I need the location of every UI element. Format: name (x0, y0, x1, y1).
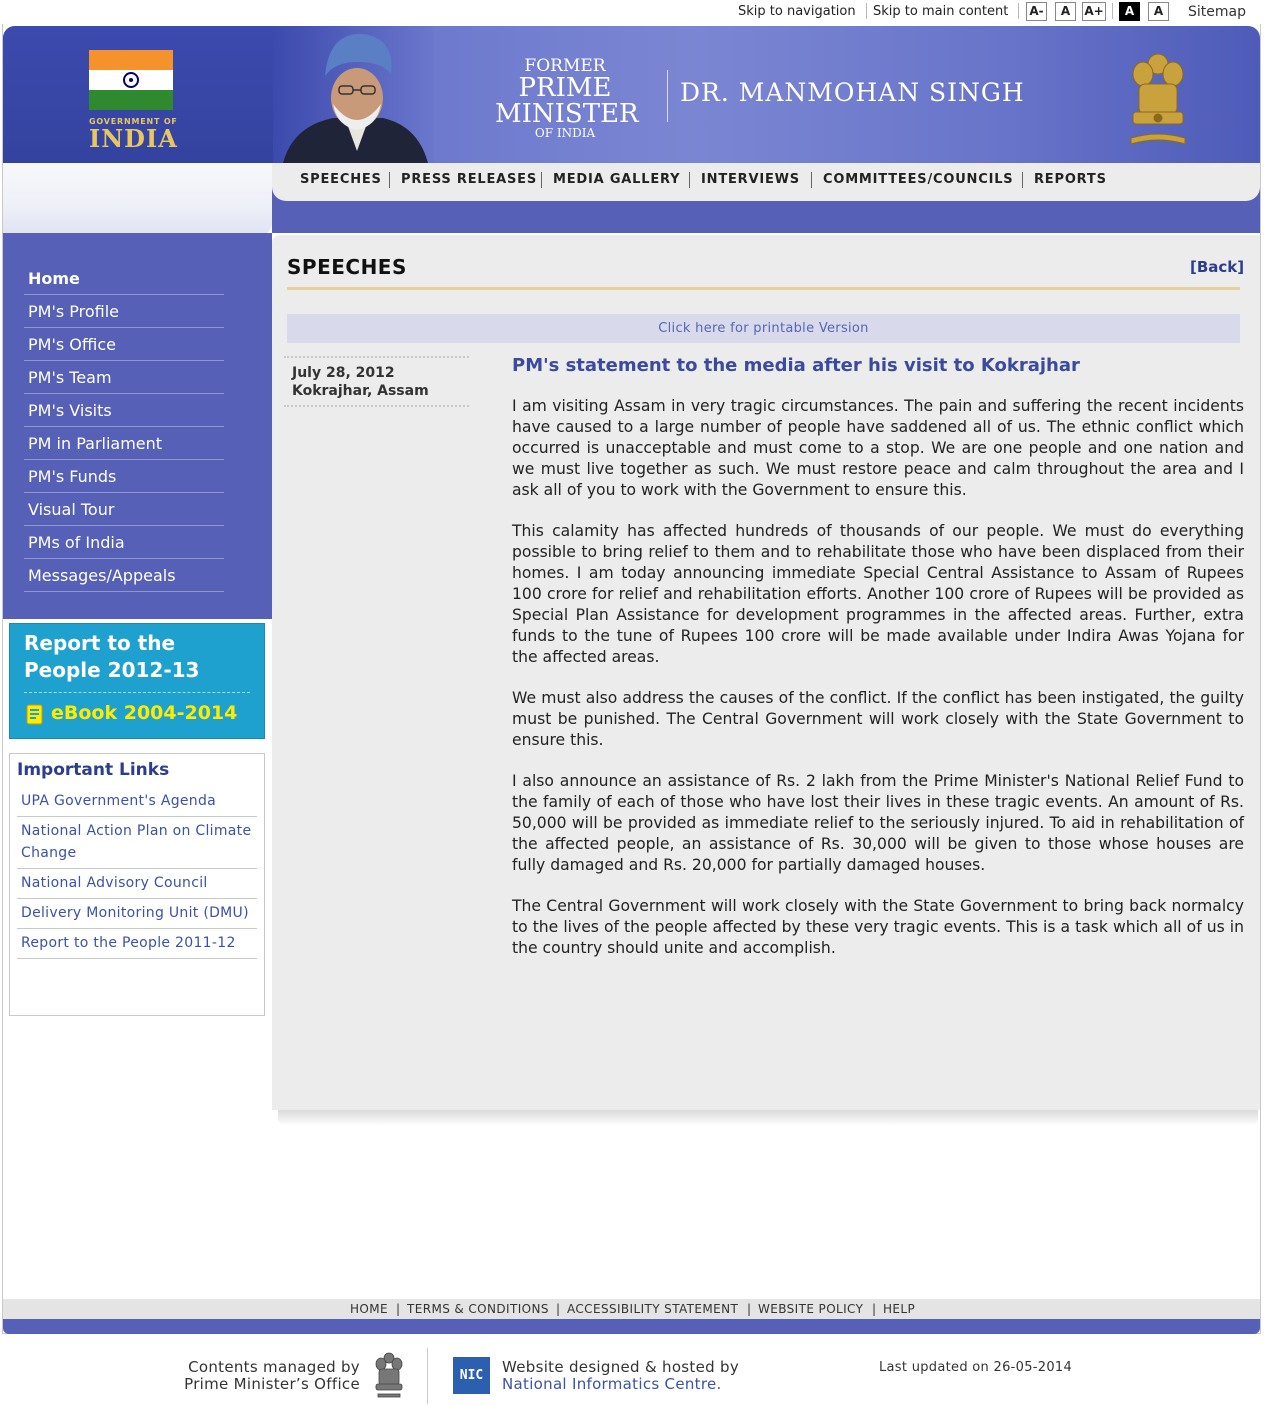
sidebar-item-home[interactable]: Home (24, 262, 224, 295)
pm-name: DR. MANMOHAN SINGH (680, 78, 1025, 107)
footer-website-policy-link[interactable]: WEBSITE POLICY (758, 1302, 864, 1316)
speech-place: Kokrajhar, Assam (292, 383, 429, 399)
footer-separator: | (872, 1302, 877, 1316)
font-decrease-button[interactable]: A- (1026, 2, 1047, 21)
speech-date: July 28, 2012 (292, 365, 395, 381)
footer-separator: | (556, 1302, 561, 1316)
sidebar-item-visual-tour[interactable]: Visual Tour (24, 493, 224, 526)
font-normal-button[interactable]: A (1055, 2, 1076, 21)
footer-bar (3, 1319, 1260, 1334)
separator (866, 3, 867, 19)
minister-text: MINISTER (495, 99, 639, 129)
flag-green-band (89, 90, 173, 110)
high-contrast-button[interactable]: A (1119, 2, 1140, 21)
nav-separator (811, 172, 812, 188)
sitemap-link[interactable]: Sitemap (1188, 4, 1246, 20)
speech-article (512, 355, 1244, 979)
sidebar-item-pms-funds[interactable]: PM's Funds (24, 460, 224, 493)
sidebar-decoration (3, 163, 272, 235)
article-paragraph: I also announce an assistance of Rs. 2 lakh from the Prime Minister's National Relief Fund to the family of each of those who have lost their lives in these tragic events. An amount of Rs. 50,000 will be provided as immediate relief to the seriously injured. To aid in rehabilitation of the affected people, an assistance of Rs. 30,000 will be given to those whose houses are fully damaged and Rs. 20,000 for partially damaged houses. (512, 772, 1244, 874)
important-links-box (9, 753, 265, 1016)
flag-saffron-band (89, 50, 173, 70)
india-text: INDIA (89, 124, 178, 153)
nav-reports[interactable]: REPORTS (1034, 172, 1107, 187)
ebook-link[interactable]: eBook 2004-2014 (51, 702, 238, 724)
report-to-the-people-link[interactable]: Report to the People 2012-13 (24, 631, 200, 682)
link-national-advisory-council[interactable]: National Advisory Council (17, 869, 257, 899)
website-hosted-by (502, 1359, 739, 1393)
sidebar-item-pms-team[interactable]: PM's Team (24, 361, 224, 394)
important-links-list (17, 787, 257, 959)
nic-link[interactable]: National Informatics Centre. (502, 1375, 722, 1393)
contents-managed-by (150, 1359, 360, 1393)
link-upa-government-agenda[interactable]: UPA Government's Agenda (17, 787, 257, 817)
ashoka-chakra-icon (123, 72, 139, 88)
state-emblem-icon (1123, 46, 1193, 154)
government-of-text: GOVERNMENT OF (89, 117, 178, 126)
important-links-title: Important Links (17, 760, 170, 780)
banner-divider (667, 70, 668, 122)
footer-separator: | (747, 1302, 752, 1316)
report-divider (24, 692, 250, 693)
main-content (272, 235, 1260, 1110)
footer-accessibility-link[interactable]: ACCESSIBILITY STATEMENT (567, 1302, 739, 1316)
skip-to-navigation-link[interactable]: Skip to navigation (738, 4, 856, 19)
nav-speeches[interactable]: SPEECHES (300, 172, 382, 187)
former-prime-minister-title (495, 56, 639, 140)
nic-logo[interactable]: NIC (453, 1357, 490, 1394)
prime-text: PRIME (518, 73, 612, 103)
of-india-text: OF INDIA (534, 126, 596, 140)
pmo-name: Prime Minister’s Office (184, 1375, 360, 1393)
nav-separator (389, 172, 390, 188)
nav-media-gallery[interactable]: MEDIA GALLERY (553, 172, 681, 187)
utility-bar (0, 0, 1264, 24)
sidebar-item-messages-appeals[interactable]: Messages/Appeals (24, 559, 224, 592)
nav-press-releases[interactable]: PRESS RELEASES (401, 172, 538, 187)
skip-to-main-content-link[interactable]: Skip to main content (873, 4, 1009, 19)
footer-nav (3, 1299, 1260, 1319)
link-national-action-plan-climate-change[interactable]: National Action Plan on Climate Change (17, 817, 257, 869)
sidebar-item-pms-visits[interactable]: PM's Visits (24, 394, 224, 427)
page-title: SPEECHES (287, 255, 407, 279)
pm-portrait (273, 26, 433, 163)
hosted-by-label: Website designed & hosted by (502, 1358, 740, 1376)
separator (1112, 3, 1113, 19)
normal-contrast-button[interactable]: A (1148, 2, 1169, 21)
back-link[interactable]: [Back] (1190, 258, 1245, 276)
report-to-the-people-box (9, 623, 265, 739)
footer-divider (427, 1348, 428, 1404)
sidebar-item-pms-office[interactable]: PM's Office (24, 328, 224, 361)
sidebar-item-pms-of-india[interactable]: PMs of India (24, 526, 224, 559)
header-banner (3, 26, 1260, 163)
managed-by-label: Contents managed by (188, 1358, 360, 1376)
former-text: FORMER (524, 56, 606, 76)
sidebar-item-pms-profile[interactable]: PM's Profile (24, 295, 224, 328)
article-title: PM's statement to the media after his visit to Kokrajhar (512, 355, 1080, 376)
nav-separator (541, 172, 542, 188)
nav-committees-councils[interactable]: COMMITTEES/COUNCILS (823, 172, 1014, 187)
footer-terms-link[interactable]: TERMS & CONDITIONS (407, 1302, 549, 1316)
sidebar-nav (24, 262, 224, 592)
article-paragraph: The Central Government will work closely with the State Government to bring back normalcy to the lives of the people affected by these very tragic events. This is a task which all of us in the country should unite and accomplish. (512, 897, 1244, 957)
link-delivery-monitoring-unit[interactable]: Delivery Monitoring Unit (DMU) (17, 899, 257, 929)
main-nav (272, 163, 1260, 201)
footer-home-link[interactable]: HOME (350, 1302, 389, 1316)
link-report-to-the-people-2011-12[interactable]: Report to the People 2011-12 (17, 929, 257, 959)
printable-version-link[interactable]: Click here for printable Version (287, 314, 1240, 343)
separator (1018, 3, 1019, 19)
speech-date-place (284, 356, 469, 407)
last-updated: Last updated on 26-05-2014 (879, 1360, 1073, 1375)
main-nav-container (272, 163, 1260, 233)
footer-emblem-icon (370, 1350, 408, 1402)
nav-separator (1022, 172, 1023, 188)
article-paragraph: I am visiting Assam in very tragic circumstances. The pain and suffering the recent incidents have caused to a large number of people have saddened all of us. The ethnic conflict which occurred is unacceptable and must come to a stop. We are one people and one nation and we must live together as such. We must restore peace and calm throughout the area and I ask all of you to work with the Government to ensure this. (512, 397, 1244, 499)
ebook-icon (26, 704, 44, 726)
nav-interviews[interactable]: INTERVIEWS (701, 172, 800, 187)
article-paragraph: We must also address the causes of the conflict. If the conflict has been instigated, the guilty must be punished. The Central Government will work closely with the State Government to ensure this. (512, 689, 1244, 749)
footer-separator: | (396, 1302, 401, 1316)
government-of-india-logo[interactable] (3, 26, 273, 163)
nav-separator (689, 172, 690, 188)
footer-help-link[interactable]: HELP (883, 1302, 916, 1316)
title-divider (287, 287, 1240, 290)
font-increase-button[interactable]: A+ (1082, 2, 1106, 21)
article-paragraph: This calamity has affected hundreds of thousands of our people. We must do everything possible to bring relief to them and to rehabilitate those who have been displaced from their homes. I am today announcing immediate Special Central Assistance to Assam of Rupees 100 crore for relief and rehabilitation efforts. Another 100 crore of Rupees will be provided as Special Plan Assistance for development programmes in the affected areas. Further, extra funds to the tune of Rupees 100 crore will be made available under Indira Awas Yojana for the affected areas. (512, 522, 1244, 666)
sidebar-item-pm-in-parliament[interactable]: PM in Parliament (24, 427, 224, 460)
